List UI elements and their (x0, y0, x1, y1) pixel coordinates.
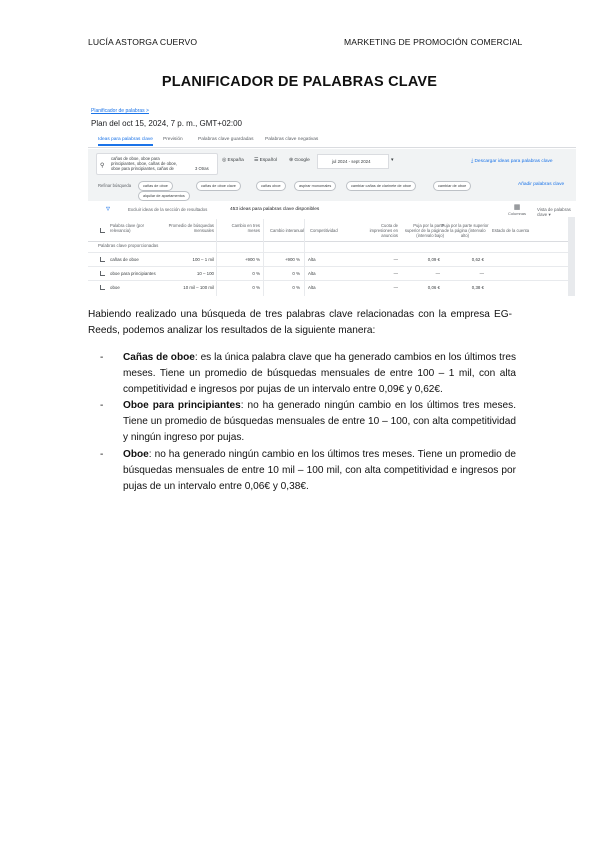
search-count: 3 Otras (195, 166, 209, 171)
table-header (88, 219, 568, 242)
intro-paragraph: Habiendo realizado una búsqueda de tres palabras clave relacionadas con la empresa EG-Reeds, podemos analizar los resultados de la siguiente manera: (88, 309, 512, 337)
col-bid-high: Puja por la parte superior de la página (intervalo alto) (441, 223, 489, 238)
cell-bid-high: — (479, 271, 484, 276)
cell-share: — (393, 285, 398, 290)
cell-bid-low: 0,09 € (427, 257, 440, 262)
row-checkbox (100, 271, 105, 276)
list-item: - Oboe para principiantes: no ha generado ningún cambio en los últimos tres meses. Tiene un promedio de búsquedas mensuales de entre 10 – 100, con alta competitividad y ningún ingreso por pujas. (100, 400, 516, 444)
keyword-planner-screenshot (88, 104, 576, 296)
columns-icon: ▦ (513, 204, 521, 211)
col-impression-share: Cuota de impresiones en anuncios (369, 223, 398, 238)
view-selector: Vista de palabras clave ▾ (537, 207, 571, 217)
col-three-month: Cambio en tres meses (231, 223, 260, 233)
cell-three-month: 0 % (252, 285, 260, 290)
cell-bid-high: 0,62 € (471, 257, 484, 262)
keyword-description: : no ha generado ningún cambio en los últimos tres meses. Tiene un promedio de búsquedas mensuales de entre 10 mil – 100 mil, con alta competitividad e ingresos por pujas de un intervalo entre 0,06€ y 0,38€. (123, 448, 516, 492)
breadcrumb: Planificador de palabras > (91, 108, 149, 114)
refine-chip: cambiar cañas de clarinete de oboe (346, 181, 416, 191)
cell-searches: 10 – 100 (196, 271, 214, 276)
analysis-list (88, 350, 516, 495)
tab-bar (88, 134, 576, 148)
exclude-ideas-label: Excluir ideas de la sección de resultados (128, 207, 208, 212)
cell-share: — (393, 257, 398, 262)
list-item: - Cañas de oboe: es la única palabra clave que ha generado cambios en los últimos tres meses. Tiene un promedio de búsquedas mensuales de entre 100 – 1 mil, con alta competitividad e ingresos por pujas de un intervalo entre 0,09€ y 0,62€. (100, 352, 516, 396)
cell-bid-low: 0,06 € (427, 285, 440, 290)
refine-chip: cañas oboe (256, 181, 286, 191)
table-row (88, 252, 568, 267)
refine-search-label: Refinar búsqueda (98, 183, 132, 188)
row-checkbox (100, 257, 105, 262)
col-keyword: Palabra clave (por relevancia) (110, 223, 144, 233)
results-bar (88, 203, 576, 217)
cell-searches: 100 – 1 mil (192, 257, 214, 262)
search-toolbar (88, 149, 576, 201)
keyword-term: Cañas de oboe (123, 352, 195, 363)
list-item: - Oboe: no ha generado ningún cambio en los últimos tres meses. Tiene un promedio de búsquedas mensuales de entre 10 mil – 100 mil, con alta competitividad e ingresos por pujas de un intervalo entre 0,06€ y 0,38€. (100, 448, 516, 492)
refine-chip: alquilar de apartamentos (138, 191, 190, 201)
cell-yoy: 0 % (292, 271, 300, 276)
header-subject: MARKETING DE PROMOCIÓN COMERCIAL (344, 37, 523, 47)
select-all-checkbox (100, 228, 105, 233)
refine-chip: cañas de oboe (138, 181, 173, 191)
columns-button: ▦ Columnas (508, 204, 527, 216)
table-row (88, 266, 568, 281)
tab-negative-keywords: Palabras clave negativas (265, 137, 319, 142)
cell-keyword: cañas de oboe (110, 257, 139, 262)
cell-share: — (393, 271, 398, 276)
cell-bid-low: — (435, 271, 440, 276)
download-ideas-link: ⤓ Descargar ideas para palabras clave (471, 159, 553, 164)
cell-keyword: oboe para principiantes (110, 271, 156, 276)
plan-title: Plan del oct 15, 2024, 7 p. m., GMT+02:00 (91, 119, 242, 128)
filter-icon: ▿ (106, 204, 111, 213)
date-range: jul 2024 - sept 2024 (317, 154, 389, 169)
refine-chip: cañas de oboe clave (196, 181, 241, 191)
tab-saved-keywords: Palabras clave guardadas (198, 137, 254, 142)
col-searches: Promedio de búsquedas mensuales (168, 223, 214, 233)
cell-competition: Alta (308, 257, 316, 262)
add-keywords-link: Añadir palabras clave (518, 182, 565, 187)
keyword-term: Oboe (123, 448, 149, 460)
group-label: Palabras clave proporcionadas (98, 243, 159, 248)
refine-chip: cambiar de oboe (433, 181, 471, 191)
cell-three-month: +900 % (244, 257, 260, 262)
table-row (88, 280, 568, 295)
col-account-status: Estado de la cuenta (492, 228, 530, 233)
cell-bid-high: 0,38 € (471, 285, 484, 290)
keyword-term: Oboe para principiantes (123, 400, 241, 412)
header-author: LUCÍA ASTORGA CUERVO (88, 37, 198, 47)
available-ideas-label: 453 ideas para palabras clave disponibles (230, 207, 320, 212)
location-filter: ◎ España (222, 158, 244, 163)
tab-forecast: Previsión (163, 137, 183, 142)
keyword-description: : no ha generado ningún cambio en los últimos tres meses. Tiene un promedio de búsquedas mensuales de entre 10 – 100, con alta competitividad y ningún ingreso por pujas. (123, 400, 516, 444)
cell-three-month: 0 % (252, 271, 260, 276)
cell-competition: Alta (308, 271, 316, 276)
col-yoy: Cambio interanual (270, 228, 304, 233)
search-box (96, 153, 218, 175)
cell-keyword: oboe (110, 285, 120, 290)
search-text: cañas de oboe, oboe para principiantes, oboe, cañas de oboe, oboe para principiantes, cañas de (111, 156, 178, 171)
chevron-down-icon: ▾ (391, 158, 394, 163)
refine-chip: aspirar monomales (294, 181, 336, 191)
cell-yoy: 0 % (292, 285, 300, 290)
tab-keyword-ideas: Ideas para palabras clave (98, 137, 153, 142)
cell-competition: Alta (308, 285, 316, 290)
row-checkbox (100, 285, 105, 290)
scrollbar (568, 217, 575, 296)
col-bid-low: Puja por la parte superior de la página (intervalo bajo) (404, 223, 444, 238)
keyword-description: : es la única palabra clave que ha generado cambios en los últimos tres meses. Tiene un promedio de búsquedas mensuales de entre 100 – 1 mil, con alta competitividad e ingresos por pujas de un intervalo entre 0,09€ y 0,62€. (123, 352, 516, 396)
cell-searches: 10 mil – 100 mil (183, 285, 214, 290)
network-filter: ⊛ Google (289, 158, 310, 163)
search-icon: ⚲ (100, 163, 105, 169)
col-competition: Competitividad (310, 228, 338, 233)
page-title: PLANIFICADOR DE PALABRAS CLAVE (161, 74, 438, 90)
language-filter: ☰ Español (254, 158, 277, 163)
cell-yoy: +900 % (284, 257, 300, 262)
